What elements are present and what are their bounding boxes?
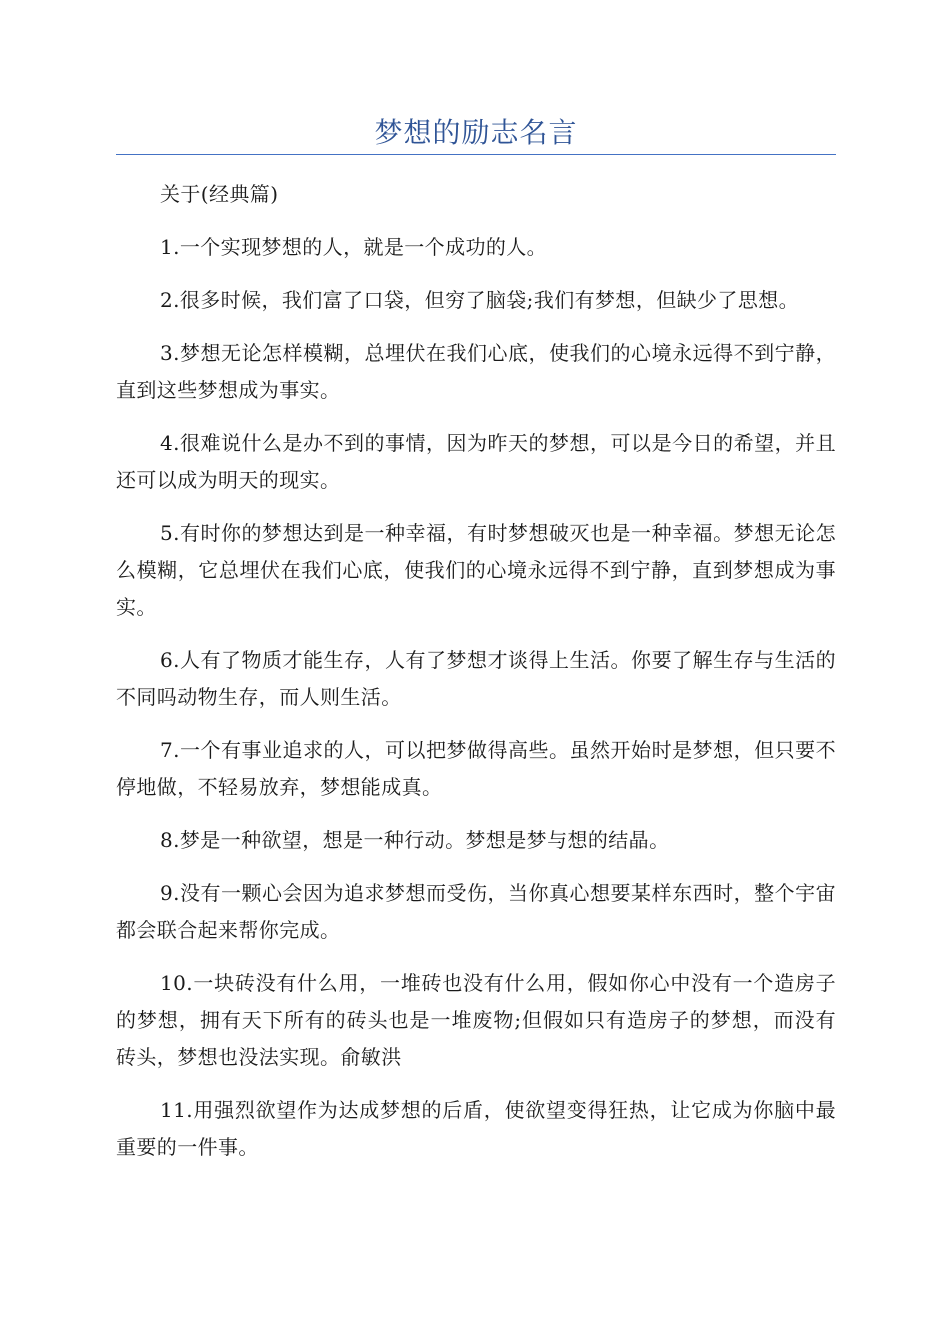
quote-paragraph: 9.没有一颗心会因为追求梦想而受伤，当你真心想要某样东西时，整个宇宙都会联合起来帮你完成。 bbox=[116, 881, 836, 942]
document-body bbox=[116, 176, 836, 1182]
quote-paragraph: 10.一块砖没有什么用，一堆砖也没有什么用，假如你心中没有一个造房子的梦想，拥有天下所有的砖头也是一堆废物;但假如只有造房子的梦想，而没有砖头，梦想也没法实现。俞敏洪 bbox=[116, 971, 836, 1069]
title-divider bbox=[116, 154, 836, 155]
quote-paragraph: 8.梦是一种欲望，想是一种行动。梦想是梦与想的结晶。 bbox=[160, 828, 670, 852]
quote-paragraph: 1.一个实现梦想的人，就是一个成功的人。 bbox=[160, 235, 548, 259]
quote-paragraph: 7.一个有事业追求的人，可以把梦做得高些。虽然开始时是梦想，但只要不停地做，不轻易放弃，梦想能成真。 bbox=[116, 738, 836, 799]
document-title: 梦想的励志名言 bbox=[374, 116, 578, 149]
quote-paragraph: 3.梦想无论怎样模糊，总埋伏在我们心底，使我们的心境永远得不到宁静，直到这些梦想成为事实。 bbox=[116, 341, 836, 402]
quote-paragraph: 11.用强烈欲望作为达成梦想的后盾，使欲望变得狂热，让它成为你脑中最重要的一件事。 bbox=[116, 1098, 836, 1159]
quote-paragraph: 6.人有了物质才能生存，人有了梦想才谈得上生活。你要了解生存与生活的不同吗动物生存，而人则生活。 bbox=[116, 648, 836, 709]
document-page bbox=[116, 0, 836, 1344]
intro-paragraph: 关于(经典篇) bbox=[160, 182, 279, 206]
quote-paragraph: 5.有时你的梦想达到是一种幸福，有时梦想破灭也是一种幸福。梦想无论怎么模糊，它总埋伏在我们心底，使我们的心境永远得不到宁静，直到梦想成为事实。 bbox=[116, 521, 836, 619]
quote-paragraph: 2.很多时候，我们富了口袋，但穷了脑袋;我们有梦想，但缺少了思想。 bbox=[160, 288, 800, 312]
quote-paragraph: 4.很难说什么是办不到的事情，因为昨天的梦想，可以是今日的希望，并且还可以成为明天的现实。 bbox=[116, 431, 836, 492]
